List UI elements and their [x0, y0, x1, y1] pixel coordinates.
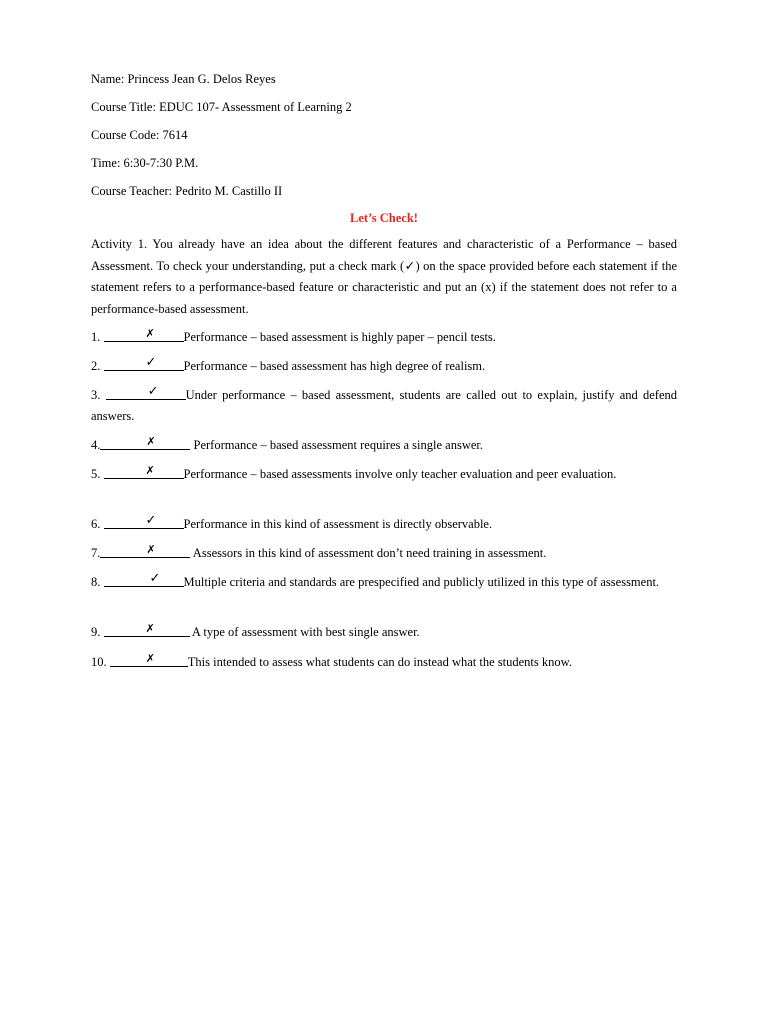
x-mark-icon: ✗: [145, 464, 155, 477]
answer-blank: [104, 624, 190, 637]
item-statement: Performance – based assessment is highly paper – pencil tests.: [183, 330, 496, 344]
answer-blank: [104, 355, 184, 371]
item-number: 5.: [91, 467, 104, 481]
course-teacher: Course Teacher: Pedrito M. Castillo II: [91, 184, 283, 198]
section-title: Let’s Check!: [350, 211, 418, 225]
list-item: [91, 572, 677, 593]
item-number: 1.: [91, 330, 104, 344]
x-mark-icon: ✗: [146, 543, 156, 556]
item-statement: This intended to assess what students can do instead what the students know.: [187, 655, 572, 669]
list-item: [91, 543, 677, 564]
check-mark-icon: ✓: [149, 571, 161, 586]
x-mark-icon: ✗: [145, 622, 155, 635]
item-number: 10.: [91, 655, 110, 669]
list-item: [91, 622, 677, 643]
course-code: Course Code: 7614: [91, 128, 188, 142]
class-time: Time: 6:30-7:30 P.M.: [91, 156, 199, 170]
item-statement: A type of assessment with best single answer.: [189, 625, 420, 639]
list-item: [91, 356, 677, 377]
answer-blank: [104, 513, 184, 529]
item-statement: Performance – based assessment requires a single answer.: [190, 438, 483, 452]
list-item: [91, 464, 677, 485]
check-mark-icon: ✓: [147, 384, 159, 399]
list-item: [91, 385, 677, 427]
item-number: 2.: [91, 359, 104, 373]
item-statement: Assessors in this kind of assessment don’t need training in assessment.: [190, 546, 547, 560]
list-item: [91, 435, 677, 456]
answer-blank: [104, 571, 184, 587]
list-item: [91, 327, 677, 348]
item-number: 4.: [91, 438, 101, 452]
answer-blank: [104, 329, 184, 342]
item-number: 8.: [91, 575, 104, 589]
item-number: 9.: [91, 625, 104, 639]
answer-blank: [106, 384, 186, 400]
answer-blank: [104, 466, 184, 479]
item-statement: Performance in this kind of assessment is directly observable.: [183, 517, 493, 531]
check-mark-icon: ✓: [145, 513, 157, 528]
answer-blank: [100, 437, 190, 450]
student-name: Name: Princess Jean G. Delos Reyes: [91, 72, 276, 86]
list-item: [91, 652, 677, 673]
x-mark-icon: ✗: [146, 435, 156, 448]
check-mark-icon: ✓: [145, 355, 157, 370]
answer-blank: [110, 654, 188, 667]
item-statement: Performance – based assessments involve only teacher evaluation and peer evaluation.: [183, 467, 617, 481]
item-number: 6.: [91, 517, 104, 531]
activity-instructions: Activity 1. You already have an idea about the different features and characteristic of a Performance – based Assessment. To check your understanding, put a check mark (✓) on the space provided before each statement if the statement refers to a performance-based feature or characteristic and put an (x) if the statement does not refer to a performance-based assessment.: [91, 237, 677, 316]
item-number: 7.: [91, 546, 101, 560]
item-statement: Performance – based assessment has high degree of realism.: [183, 359, 486, 373]
x-mark-icon: ✗: [145, 327, 155, 340]
x-mark-icon: ✗: [145, 652, 155, 665]
item-statement: Under performance – based assessment, students are called out to explain, justify and defend answers.: [91, 388, 678, 423]
item-statement: Multiple criteria and standards are prespecified and publicly utilized in this type of assessment.: [183, 575, 660, 589]
course-title: Course Title: EDUC 107- Assessment of Learning 2: [91, 100, 352, 114]
list-item: [91, 514, 677, 535]
answer-blank: [100, 545, 190, 558]
item-number: 3.: [91, 388, 106, 402]
